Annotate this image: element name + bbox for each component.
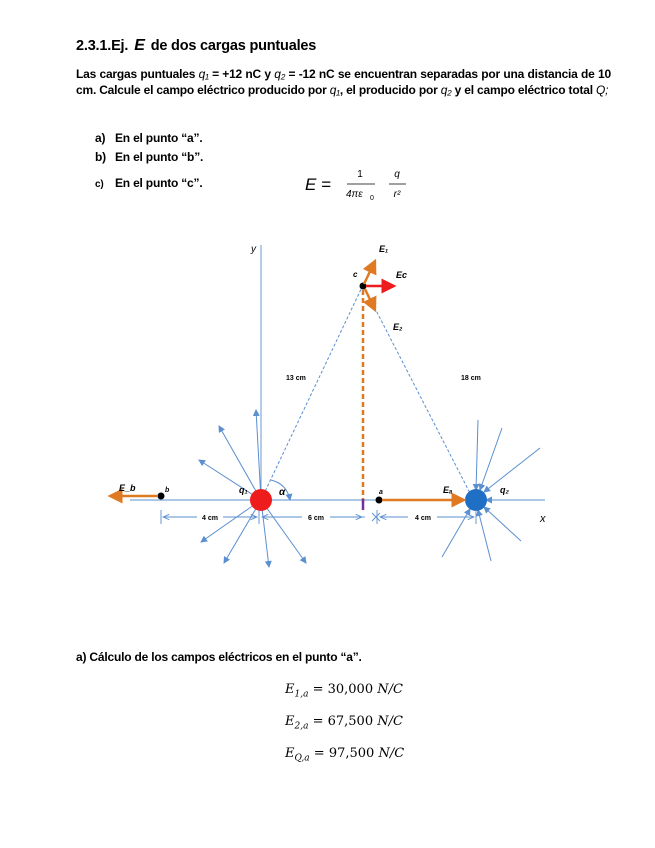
list-item-text: En el punto “a”. <box>115 131 203 145</box>
charge-q2-ref: q₂ <box>440 83 452 97</box>
list-item-label: c) <box>95 179 104 190</box>
section-heading: a) Cálculo de los campos eléctricos en el punto “a”. <box>76 650 362 664</box>
result-unit: N/C <box>378 746 405 761</box>
point-a <box>376 497 383 504</box>
formula-den2: r² <box>393 189 401 200</box>
negative-charge-q2 <box>465 489 487 511</box>
list-item-label: b) <box>95 150 106 164</box>
result-value: = 30,000 <box>308 682 378 697</box>
result-value: = 97,500 <box>309 746 379 761</box>
distance-line-c-q2 <box>363 285 472 497</box>
dimension-label-q1-mid: 6 cm <box>308 515 324 522</box>
ea-label: Eₐ <box>443 485 453 495</box>
result-symbol: E <box>285 714 295 729</box>
exercise-title-text: de dos cargas puntuales <box>150 38 317 54</box>
result-e1a <box>285 682 403 700</box>
alpha-label: α <box>279 487 286 498</box>
formula-den1-sub: 0 <box>370 195 374 202</box>
q1-field-lines <box>199 410 306 567</box>
q2-field-lines <box>442 420 544 561</box>
e2-label: E₂ <box>393 322 403 332</box>
result-unit: N/C <box>377 714 403 729</box>
formula-den1: 4πε <box>346 189 363 200</box>
formula-num2: q <box>394 169 400 180</box>
list-item-text: En el punto “b”. <box>115 150 204 164</box>
point-a-label: a <box>379 489 383 496</box>
distance-line-c-q1 <box>261 285 363 500</box>
e1-label: E₁ <box>379 244 389 254</box>
statement-text: = +12 nC y <box>208 67 275 81</box>
statement-text: y el campo eléctrico total <box>451 83 596 97</box>
result-subscript: Q,a <box>294 753 310 764</box>
list-item-label: a) <box>95 131 106 145</box>
distance-label-13cm: 13 cm <box>286 375 306 382</box>
field-vector-e2 <box>365 289 375 310</box>
result-symbol: E <box>285 682 295 697</box>
q1-label: q₁ <box>239 485 248 495</box>
list-item-text: En el punto “c”. <box>115 176 203 190</box>
result-symbol: E <box>285 746 295 761</box>
result-subscript: 2,a <box>294 721 309 732</box>
distance-label-18cm: 18 cm <box>461 375 481 382</box>
dimension-label-a-q2: 4 cm <box>415 515 431 522</box>
total-charge-ref: Q; <box>596 83 609 97</box>
charge-q1-ref: q₁ <box>329 83 340 97</box>
formula-lhs: E = <box>305 175 331 194</box>
point-c-label: c <box>353 270 358 279</box>
result-eqa <box>285 746 404 764</box>
result-unit: N/C <box>377 682 403 697</box>
exercise-number: 2.3.1.Ej. <box>76 38 129 54</box>
formula-num1: 1 <box>357 169 363 180</box>
dimension-label-b-q1: 4 cm <box>202 515 218 522</box>
statement-text: = -12 nC se encuentran separadas por una distancia de 10 cm. Calcule el campo eléctrico producido por <box>76 67 611 97</box>
result-subscript: 1,a <box>294 689 309 700</box>
result-e2a <box>285 714 403 732</box>
charge-q2-ref: q₂ <box>274 67 286 81</box>
ec-label: Eᴄ <box>396 270 408 280</box>
point-b-label: b <box>165 487 170 494</box>
field-vector-e1 <box>364 261 375 284</box>
statement-text: Las cargas puntuales <box>76 67 199 81</box>
positive-charge-q1 <box>250 489 272 511</box>
point-b <box>158 493 165 500</box>
y-axis-label: y <box>251 244 256 255</box>
statement-text: , el producido por <box>339 83 441 97</box>
q2-label: q₂ <box>500 485 509 495</box>
x-axis-label: x <box>540 513 546 525</box>
eb-label: E_b <box>119 483 136 493</box>
charge-q1-ref: q₁ <box>198 67 209 81</box>
result-value: = 67,500 <box>308 714 378 729</box>
field-symbol: E <box>134 37 145 54</box>
